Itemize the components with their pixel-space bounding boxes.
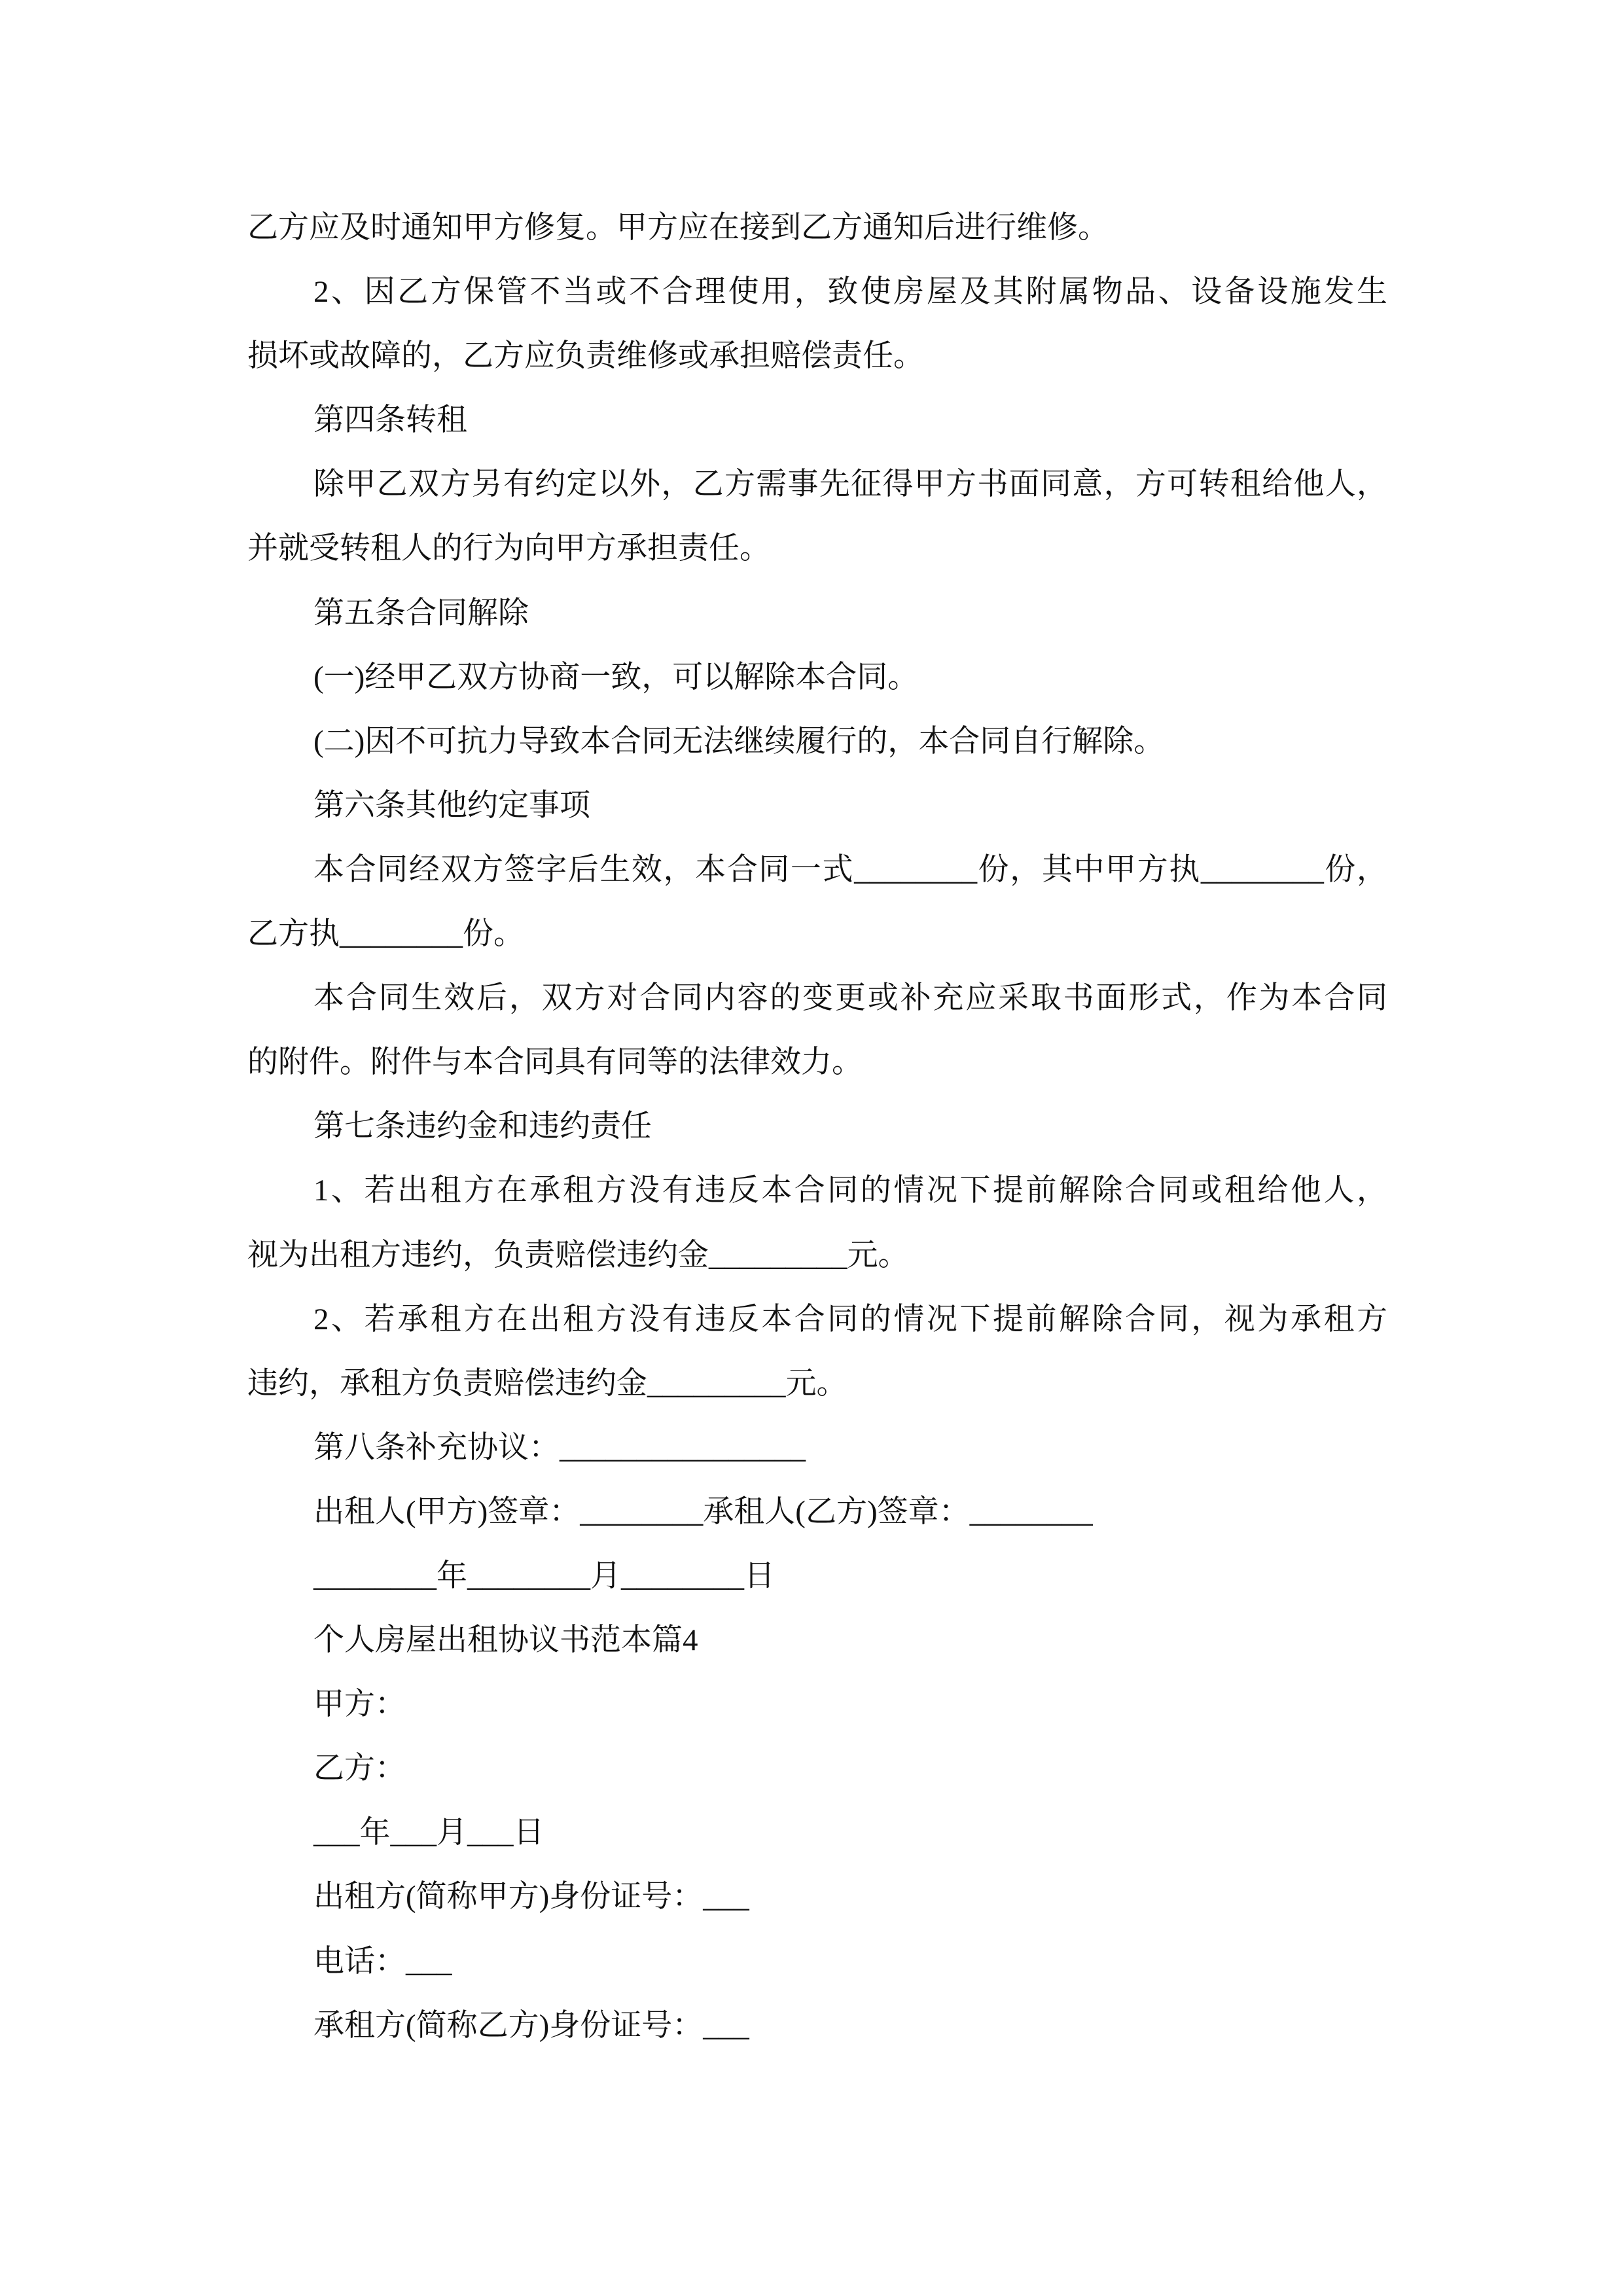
text-line: 的附件。附件与本合同具有同等的法律效力。 [247, 1045, 863, 1080]
text-line: (二)因不可抗力导致本合同无法继续履行的，本合同自行解除。 [313, 724, 1165, 759]
paragraph [247, 966, 1387, 1094]
party-a-line [247, 1672, 1387, 1736]
paragraph [247, 452, 1387, 581]
text-line: 1、若出租方在承租方没有违反本合同的情况下提前解除合同或租给他人， [313, 1174, 1387, 1208]
text-line: 损坏或故障的，乙方应负责维修或承担赔偿责任。 [247, 339, 924, 374]
lessee-id-line [247, 1994, 1387, 2058]
text-line: (一)经甲乙双方协商一致，可以解除本合同。 [313, 660, 919, 694]
text-line: 第六条其他约定事项 [313, 788, 590, 823]
text-line: 乙方应及时通知甲方修复。甲方应在接到乙方通知后进行维修。 [247, 211, 1109, 245]
lessor-id-line [247, 1865, 1387, 1929]
text-line: 并就受转租人的行为向甲方承担责任。 [247, 531, 770, 566]
text-line: 第四条转租 [313, 403, 467, 438]
section-title [247, 1608, 1387, 1672]
text-line: 乙方： [313, 1751, 406, 1786]
paragraph [247, 196, 1387, 260]
text-line: 除甲乙双方另有约定以外，乙方需事先征得甲方书面同意，方可转租给他人， [313, 467, 1387, 502]
text-line: 2、若承租方在出租方没有违反本合同的情况下提前解除合同，视为承租方 [313, 1302, 1387, 1336]
text-line: 甲方： [313, 1687, 406, 1722]
text-line: ___年___月___日 [313, 1816, 544, 1850]
party-b-line [247, 1736, 1387, 1801]
paragraph [247, 709, 1387, 774]
text-line: 本合同生效后，双方对合同内容的变更或补充应采取书面形式，作为本合同 [313, 981, 1387, 1016]
text-line: 第八条补充协议：________________ [313, 1430, 806, 1465]
paragraph [247, 838, 1387, 966]
date-line [247, 1544, 1387, 1608]
text-line: 本合同经双方签字后生效，本合同一式________份，其中甲方执________份， [313, 852, 1387, 887]
text-line: 出租人(甲方)签章：________承租人(乙方)签章：________ [313, 1494, 1093, 1529]
text-line: 违约，承租方负责赔偿违约金_________元。 [247, 1366, 847, 1401]
paragraph [247, 645, 1387, 709]
clause-heading [247, 581, 1387, 645]
text-line: 2、因乙方保管不当或不合理使用，致使房屋及其附属物品、设备设施发生 [313, 275, 1387, 310]
document-body [247, 196, 1387, 2058]
paragraph [247, 260, 1387, 388]
signature-line [247, 1480, 1387, 1544]
date-line [247, 1801, 1387, 1865]
text-line: 承租方(简称乙方)身份证号：___ [313, 2008, 749, 2043]
text-line: 第五条合同解除 [313, 596, 529, 630]
text-line: 个人房屋出租协议书范本篇4 [313, 1623, 698, 1658]
text-line: 第七条违约金和违约责任 [313, 1109, 652, 1144]
clause-heading [247, 774, 1387, 838]
paragraph [247, 1287, 1387, 1416]
clause-heading [247, 388, 1387, 452]
phone-line [247, 1929, 1387, 1994]
text-line: 视为出租方违约，负责赔偿违约金_________元。 [247, 1238, 909, 1272]
text-line: 电话：___ [313, 1944, 452, 1979]
paragraph [247, 1158, 1387, 1287]
text-line: ________年________月________日 [313, 1558, 775, 1593]
text-line: 出租方(简称甲方)身份证号：___ [313, 1880, 749, 1914]
clause-heading [247, 1416, 1387, 1480]
text-line: 乙方执________份。 [247, 917, 524, 952]
clause-heading [247, 1094, 1387, 1158]
